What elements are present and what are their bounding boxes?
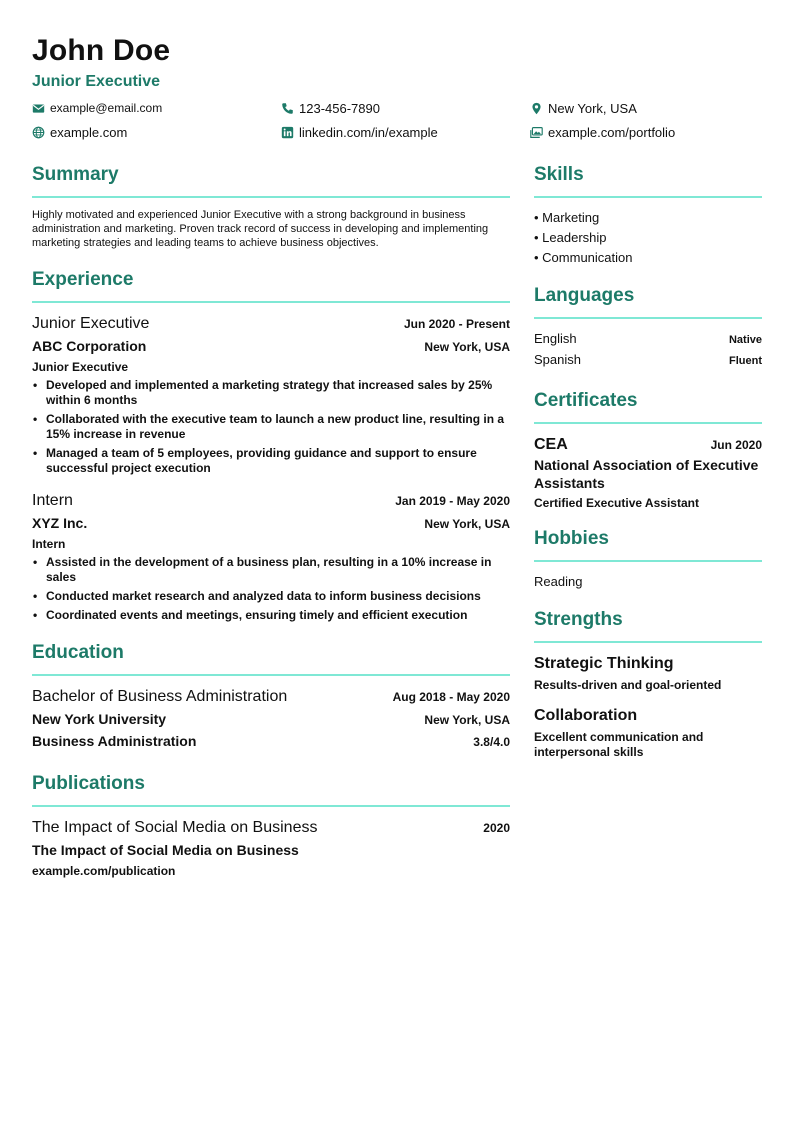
job-title: Intern — [32, 492, 73, 509]
education-date: Aug 2018 - May 2020 — [392, 690, 510, 704]
certificate-description: Certified Executive Assistant — [534, 496, 699, 510]
summary-text: Highly motivated and experienced Junior Executive with a strong background in business administration and marketing. Proven track record of success in developing and implementing marketing strategies and leading teams to achieve business objectives. — [32, 209, 489, 249]
certificate-date: Jun 2020 — [710, 438, 762, 452]
strength-title: Collaboration — [534, 707, 638, 724]
language-item — [534, 329, 762, 350]
left-column — [32, 163, 510, 894]
linkedin-icon — [281, 126, 294, 139]
bullet-item: • Conducted market research and analyzed data to inform business decisions — [32, 589, 510, 604]
contact-email-text: example@email.com — [50, 101, 163, 115]
languages-list — [534, 329, 762, 371]
experience-entry — [32, 490, 510, 623]
contact-portfolio-text: example.com/portfolio — [548, 124, 676, 140]
skill-item: • Marketing — [534, 208, 762, 228]
publication-year: 2020 — [483, 821, 510, 835]
contact-website[interactable] — [32, 123, 281, 141]
section-divider — [534, 422, 762, 424]
strength-title: Strategic Thinking — [534, 655, 674, 672]
bullet-item: • Collaborated with the executive team to launch a new product line, resulting in a 15% increase in revenue — [32, 412, 510, 442]
company-name: ABC Corporation — [32, 338, 147, 354]
contact-phone-text: 123-456-7890 — [299, 100, 380, 116]
bullet-item: • Developed and implemented a marketing strategy that increased sales by 25% within 6 months — [32, 378, 510, 408]
section-divider — [534, 560, 762, 562]
experience-heading: Experience — [32, 269, 134, 290]
degree-name: Bachelor of Business Administration — [32, 688, 288, 705]
company-name: XYZ Inc. — [32, 515, 88, 531]
resume-page — [32, 34, 762, 894]
contact-linkedin-text: linkedin.com/in/example — [299, 124, 438, 140]
language-name: English — [534, 331, 577, 346]
job-title: Junior Executive — [32, 315, 150, 332]
section-divider — [32, 674, 510, 676]
section-divider — [32, 301, 510, 303]
strength-description: Results-driven and goal-oriented — [534, 678, 722, 692]
skill-item: • Leadership — [534, 228, 762, 248]
section-divider — [534, 317, 762, 319]
languages-heading: Languages — [534, 285, 635, 306]
publication-subtitle: The Impact of Social Media on Business — [32, 842, 299, 858]
strengths-heading: Strengths — [534, 609, 623, 630]
certificate-name: CEA — [534, 436, 568, 453]
job-date: Jun 2020 - Present — [403, 317, 510, 331]
publication-link[interactable]: example.com/publication — [32, 864, 176, 878]
job-bullets — [32, 378, 510, 476]
language-level: Native — [728, 334, 762, 346]
candidate-role: Junior Executive — [32, 73, 161, 90]
section-divider — [32, 805, 510, 807]
strength-description: Excellent communication and interpersonal skills — [534, 730, 704, 759]
skills-list — [534, 208, 762, 268]
section-divider — [534, 641, 762, 643]
bullet-item: • Managed a team of 5 employees, providing guidance and support to ensure successful project execution — [32, 446, 510, 476]
publication-entry — [32, 817, 510, 880]
contact-phone[interactable] — [281, 99, 530, 117]
globe-icon — [32, 126, 45, 139]
language-name: Spanish — [534, 352, 581, 367]
job-location: New York, USA — [424, 340, 510, 354]
publications-heading: Publications — [32, 773, 145, 794]
right-column — [534, 163, 762, 894]
candidate-name: John Doe — [32, 34, 171, 67]
email-icon — [32, 102, 45, 115]
field-of-study: Business Administration — [32, 733, 197, 749]
job-role: Intern — [32, 537, 66, 551]
school-name: New York University — [32, 711, 167, 727]
strength-entry — [534, 705, 762, 760]
summary-heading: Summary — [32, 164, 119, 185]
contact-email[interactable] — [32, 99, 281, 117]
job-date: Jan 2019 - May 2020 — [395, 494, 510, 508]
contact-grid — [32, 99, 762, 141]
hobby-item: Reading — [534, 574, 583, 589]
job-location: New York, USA — [424, 517, 510, 531]
certificate-entry — [534, 434, 762, 511]
contact-location — [530, 99, 762, 117]
skills-heading: Skills — [534, 164, 584, 185]
gpa: 3.8/4.0 — [473, 735, 510, 749]
bullet-item: • Coordinated events and meetings, ensuring timely and efficient execution — [32, 608, 510, 623]
certificates-heading: Certificates — [534, 390, 638, 411]
bullet-item: • Assisted in the development of a business plan, resulting in a 10% increase in sales — [32, 555, 510, 585]
contact-portfolio[interactable] — [530, 123, 762, 141]
hobbies-heading: Hobbies — [534, 528, 609, 549]
job-role: Junior Executive — [32, 360, 129, 374]
skill-item: • Communication — [534, 248, 762, 268]
education-entry — [32, 686, 510, 752]
school-location: New York, USA — [424, 713, 510, 727]
language-level: Fluent — [729, 355, 762, 367]
location-pin-icon — [530, 102, 543, 115]
strength-entry — [534, 653, 762, 693]
certificate-issuer: National Association of Executive Assistants — [534, 457, 759, 491]
contact-linkedin[interactable] — [281, 123, 530, 141]
section-divider — [534, 196, 762, 198]
contact-location-text: New York, USA — [548, 100, 637, 116]
portfolio-image-icon — [530, 126, 543, 139]
publication-title: The Impact of Social Media on Business — [32, 819, 318, 836]
phone-icon — [281, 102, 294, 115]
section-divider — [32, 196, 510, 198]
experience-entry — [32, 313, 510, 476]
contact-website-text: example.com — [50, 124, 128, 140]
language-item — [534, 350, 762, 371]
job-bullets — [32, 555, 510, 623]
education-heading: Education — [32, 642, 124, 663]
